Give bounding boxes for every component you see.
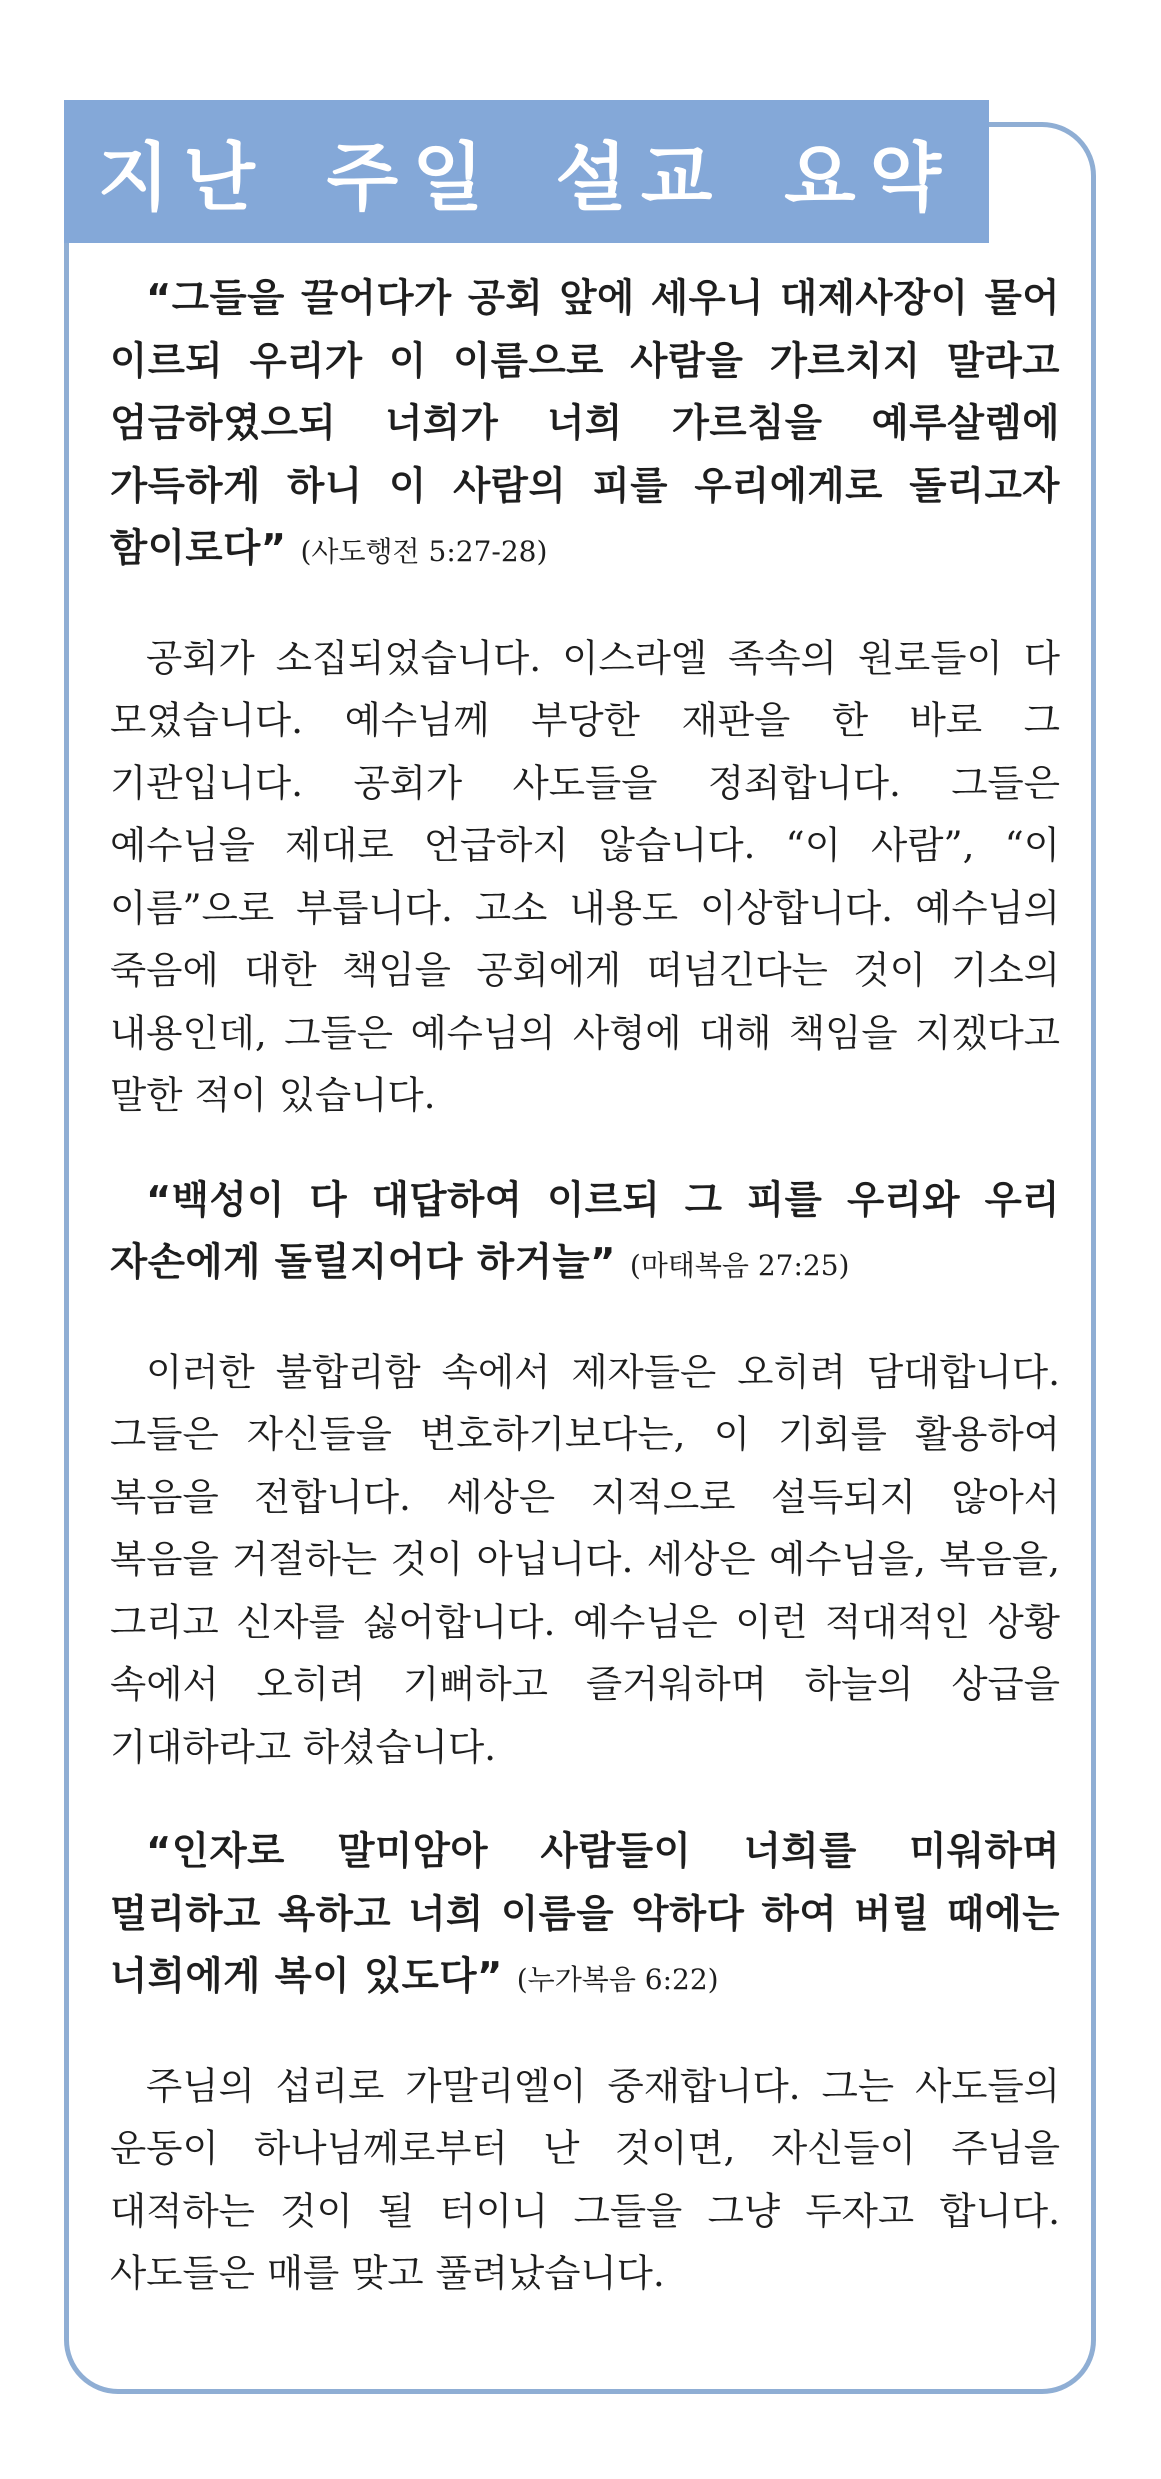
sermon-summary-body [110, 268, 1060, 2305]
scripture-reference: (사도행전 5:27-28) [300, 535, 548, 568]
scripture-reference: (누가복음 6:22) [516, 1963, 719, 1996]
body-paragraph-2: 이러한 불합리함 속에서 제자들은 오히려 담대합니다. 그들은 자신들을 변호하기보다는, 이 기회를 활용하여 복음을 전합니다. 세상은 지적으로 설득되지 않아서 복음을 거절하는 것이 아닙니다. 세상은 예수님을, 복음을, 그리고 신자를 싫어합니다. 예수님은 이런 적대적인 상황 속에서 오히려 기뻐하고 즐거워하며 하늘의 상급을 기대하라고 하셨습니다. [110, 1349, 1060, 1769]
scripture-quote-1 [110, 268, 1060, 584]
scripture-quote-3 [110, 1821, 1060, 2012]
body-paragraph-1: 공회가 소집되었습니다. 이스라엘 족속의 원로들이 다 모였습니다. 예수님께 부당한 재판을 한 바로 그 기관입니다. 공회가 사도들을 정죄합니다. 그들은 예수님을 제대로 언급하지 않습니다. “이 사람”, “이 이름”으로 부릅니다. 고소 내용도 이상합니다. 예수님의 죽음에 대한 책임을 공회에게 떠넘긴다는 것이 기소의 내용인데, 그들은 예수님의 사형에 대해 책임을 지겠다고 말한 적이 있습니다. [110, 635, 1060, 1117]
page-title: 지난 주일 설교 요약 [97, 134, 956, 221]
paragraph-gap [110, 2012, 1060, 2055]
body-paragraph-3: 주님의 섭리로 가말리엘이 중재합니다. 그는 사도들의 운동이 하나님께로부터 난 것이면, 자신들이 주님을 대적하는 것이 될 터이니 그들을 그냥 두자고 합니다. 사도들은 매를 맞고 풀려났습니다. [110, 2063, 1060, 2295]
paragraph-gap [110, 1778, 1060, 1821]
title-banner [64, 100, 989, 243]
paragraph-gap [110, 1298, 1060, 1341]
quote-text: “그들을 끌어다가 공회 앞에 세우니 대제사장이 물어 이르되 우리가 이 이름으로 사람을 가르치지 말라고 엄금하였으되 너희가 너희 가르침을 예루살렘에 가득하게 하니 이 사람의 피를 우리에게로 돌리고자 함이로다” [110, 276, 1060, 571]
paragraph-gap [110, 1127, 1060, 1170]
paragraph-gap [110, 584, 1060, 627]
scripture-reference: (마태복음 27:25) [629, 1249, 850, 1282]
scripture-quote-2 [110, 1170, 1060, 1298]
quote-text: “백성이 다 대답하여 이르되 그 피를 우리와 우리 자손에게 돌릴지어다 하거늘” [110, 1177, 1060, 1285]
quote-text: “인자로 말미암아 사람들이 너희를 미워하며 멀리하고 욕하고 너희 이름을 악하다 하여 버릴 때에는 너희에게 복이 있도다” [110, 1829, 1060, 1999]
